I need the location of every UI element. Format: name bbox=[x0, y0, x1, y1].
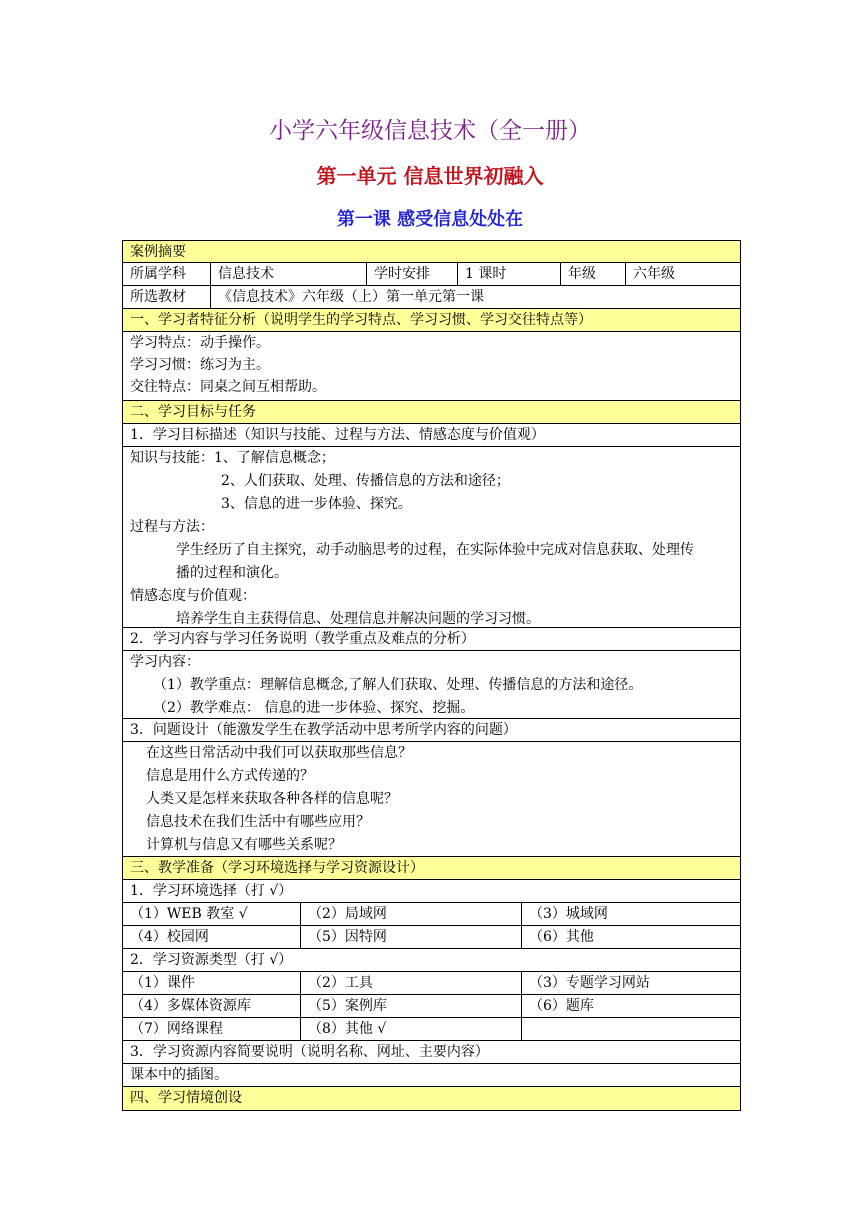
goal-title-row bbox=[122, 423, 741, 447]
env-title: 1．学习环境选择（打 √） bbox=[130, 883, 293, 899]
content-cell bbox=[122, 650, 741, 719]
env-option-web-classroom: （1）WEB 教室 √ bbox=[130, 906, 248, 922]
material-value: 《信息技术》六年级（上）第一单元第一课 bbox=[210, 286, 742, 308]
desc-title: 3．学习资源内容简要说明（说明名称、网址、主要内容） bbox=[130, 1044, 489, 1060]
env-row bbox=[122, 902, 741, 926]
unit-title: 第一单元 信息世界初融入 bbox=[316, 164, 544, 188]
env-row bbox=[122, 925, 741, 949]
section3-title: 三、教学准备（学习环境选择与学习资源设计） bbox=[130, 860, 424, 876]
grade-label: 年级 bbox=[560, 263, 626, 285]
question-item: 信息是用什么方式传递的？ bbox=[146, 768, 314, 784]
content-title: 2．学习内容与学习任务说明（教学重点及难点的分析） bbox=[130, 631, 475, 647]
hours-label: 学时安排 bbox=[366, 263, 458, 285]
res-option-multimedia: （4）多媒体资源库 bbox=[130, 998, 251, 1014]
env-option-lan: （2）局域网 bbox=[300, 903, 522, 925]
key-point: （1）教学重点：理解信息概念,了解人们获取、处理、传播信息的方法和途径。 bbox=[153, 677, 643, 693]
goal-description-cell bbox=[122, 446, 741, 628]
env-title-row bbox=[122, 879, 741, 903]
res-row bbox=[122, 1017, 741, 1041]
env-option-other: （6）其他 bbox=[521, 926, 742, 948]
section4-header bbox=[122, 1086, 741, 1111]
process-text-1: 学生经历了自主探究，动手动脑思考的过程，在实际体验中完成对信息获取、处理传 bbox=[176, 542, 694, 558]
section3-header bbox=[122, 856, 741, 880]
goal-title: 1．学习目标描述（知识与技能、过程与方法、情感态度与价值观） bbox=[130, 427, 545, 443]
meta-row bbox=[122, 262, 741, 286]
res-option-tools: （2）工具 bbox=[300, 972, 522, 994]
res-option-cases: （5）案例库 bbox=[300, 995, 522, 1017]
document-title: 小学六年级信息技术（全一册） bbox=[269, 118, 591, 144]
material-label: 所选教材 bbox=[130, 289, 186, 305]
res-option-courseware: （1）课件 bbox=[130, 975, 195, 991]
env-option-man: （3）城域网 bbox=[521, 903, 742, 925]
learning-habit: 学习习惯：练习为主。 bbox=[130, 357, 270, 373]
lesson-title: 第一课 感受信息处处在 bbox=[336, 209, 524, 230]
section2-title: 二、学习目标与任务 bbox=[130, 404, 256, 420]
desc-row bbox=[122, 1063, 741, 1087]
learning-style: 学习特点：动手操作。 bbox=[130, 335, 270, 351]
question-item: 人类又是怎样来获取各种各样的信息呢？ bbox=[146, 791, 398, 807]
section1-header bbox=[122, 308, 741, 332]
res-row bbox=[122, 971, 741, 995]
process-text-2: 播的过程和演化。 bbox=[176, 565, 288, 581]
difficult-point: （2）教学难点： 信息的进一步体验、探究、挖掘。 bbox=[153, 700, 475, 716]
res-option-topic-site: （3）专题学习网站 bbox=[521, 972, 742, 994]
res-title-row bbox=[122, 948, 741, 972]
subject-value: 信息技术 bbox=[210, 263, 367, 285]
interaction-style: 交往特点：同桌之间互相帮助。 bbox=[130, 379, 326, 395]
emotion-text: 培养学生自主获得信息、处理信息并解决问题的学习习惯。 bbox=[176, 611, 540, 627]
knowledge-line-1: 知识与技能：1、了解信息概念； bbox=[130, 450, 335, 466]
res-option-online-course: （7）网络课程 bbox=[130, 1021, 223, 1037]
hours-value: 1 课时 bbox=[457, 263, 561, 285]
res-option-other: （8）其他 √ bbox=[300, 1018, 522, 1040]
content-label: 学习内容： bbox=[130, 654, 200, 670]
case-summary-label: 案例摘要 bbox=[130, 244, 186, 260]
knowledge-line-3: 3、信息的进一步体验、探究。 bbox=[221, 496, 412, 512]
res-row bbox=[122, 994, 741, 1018]
questions-cell bbox=[122, 741, 741, 857]
knowledge-line-2: 2、人们获取、处理、传播信息的方法和途径； bbox=[221, 473, 510, 489]
content-title-row bbox=[122, 627, 741, 651]
section1-title: 一、学习者特征分析（说明学生的学习特点、学习习惯、学习交往特点等） bbox=[130, 312, 592, 328]
subject-label: 所属学科 bbox=[130, 266, 186, 282]
res-option-questions: （6）题库 bbox=[521, 995, 742, 1017]
question-title-row bbox=[122, 718, 741, 742]
desc-text: 课本中的插图。 bbox=[130, 1067, 228, 1083]
question-item: 计算机与信息又有哪些关系呢？ bbox=[146, 837, 342, 853]
section2-header bbox=[122, 400, 741, 424]
material-row bbox=[122, 285, 741, 309]
desc-title-row bbox=[122, 1040, 741, 1064]
env-option-campus: （4）校园网 bbox=[130, 929, 209, 945]
learner-traits-cell bbox=[122, 331, 741, 401]
res-title: 2．学习资源类型（打 √） bbox=[130, 952, 293, 968]
section4-title: 四、学习情境创设 bbox=[130, 1090, 242, 1106]
question-item: 信息技术在我们生活中有哪些应用？ bbox=[146, 814, 370, 830]
grade-value: 六年级 bbox=[625, 263, 742, 285]
question-item: 在这些日常活动中我们可以获取那些信息？ bbox=[146, 745, 412, 761]
env-option-internet: （5）因特网 bbox=[300, 926, 522, 948]
case-summary-header bbox=[122, 240, 741, 263]
res-option-empty bbox=[521, 1018, 742, 1040]
emotion-label: 情感态度与价值观： bbox=[130, 588, 256, 604]
question-title: 3．问题设计（能激发学生在教学活动中思考所学内容的问题） bbox=[130, 722, 517, 738]
process-label: 过程与方法： bbox=[130, 519, 214, 535]
